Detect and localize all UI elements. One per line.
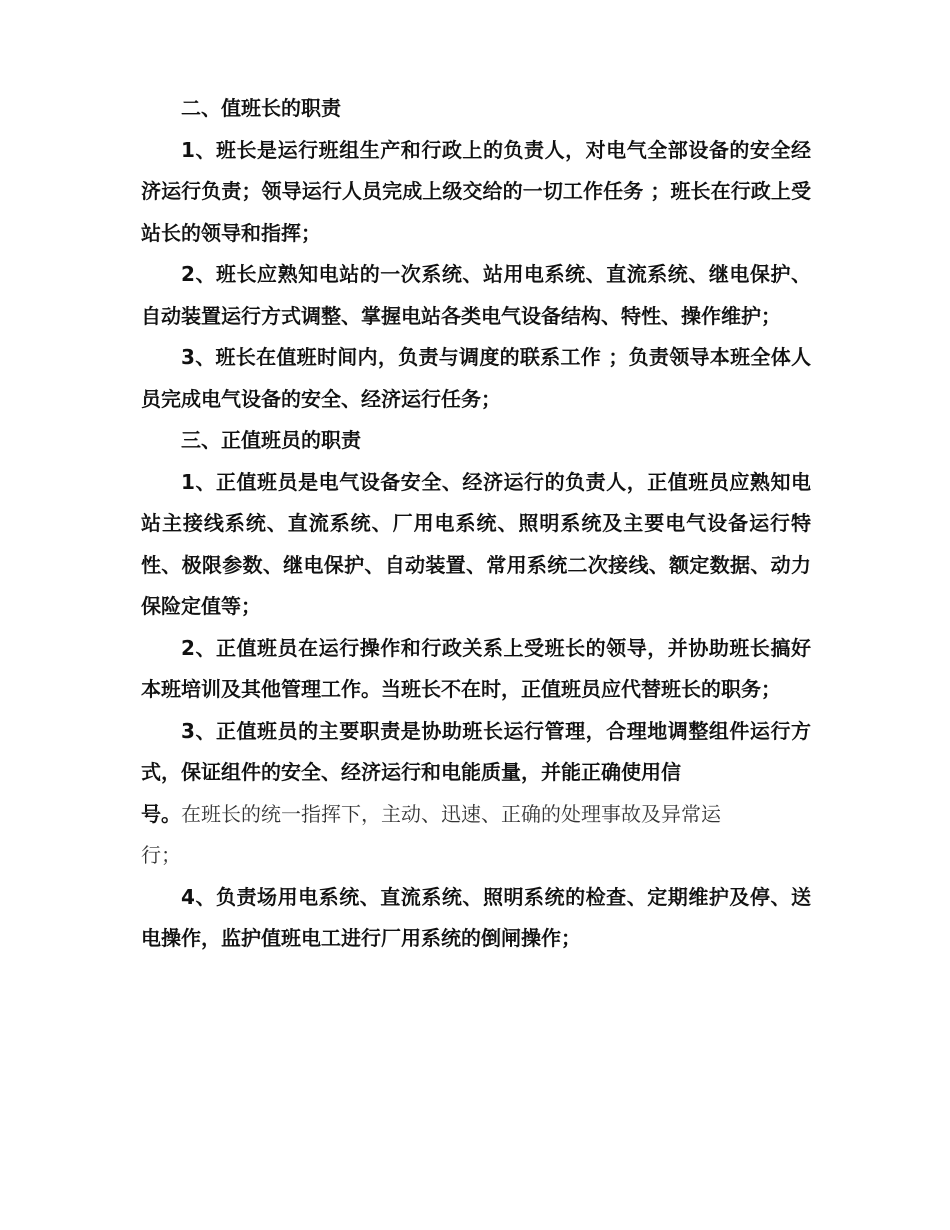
paragraph-2-3: 3、班长在值班时间内，负责与调度的联系工作 ；负责领导本班全体人员完成电气设备的安全、经济运行任务； bbox=[141, 345, 811, 411]
paragraph-2-2: 2、班长应熟知电站的一次系统、站用电系统、直流系统、继电保护、自动装置运行方式调整、掌握电站各类电气设备结构、特性、操作维护； bbox=[141, 262, 811, 328]
paragraph-3-4: 4、负责场用电系统、直流系统、照明系统的检查、定期维护及停、送电操作，监护值班电工进行厂用系统的倒闸操作； bbox=[141, 884, 811, 950]
paragraph-3-3-tail: 行； bbox=[141, 843, 181, 867]
paragraph-2-1: 1、班长是运行班组生产和行政上的负责人，对电气全部设备的安全经济运行负责；领导运行人员完成上级交给的一切工作任务 ；班长在行政上受站长的领导和指挥； bbox=[141, 137, 811, 245]
section-heading-3: 三、正值班员的职责 bbox=[181, 428, 361, 452]
paragraph-3-3-hao: 号。 bbox=[141, 801, 181, 826]
paragraph-3-3 bbox=[141, 711, 811, 877]
section-heading-2: 二、值班长的职责 bbox=[181, 96, 341, 120]
paragraph-3-2: 2、正值班员在运行操作和行政关系上受班长的领导，并协助班长搞好本班培训及其他管理工作。当班长不在时，正值班员应代替班长的职务； bbox=[141, 635, 811, 701]
paragraph-3-3-main: 3、正值班员的主要职责是协助班长运行管理，合理地调整组件运行方式，保证组件的安全、经济运行和电能质量，并能正确使用信 bbox=[141, 718, 811, 784]
paragraph-3-1: 1、正值班员是电气设备安全、经济运行的负责人，正值班员应熟知电站主接线系统、直流系统、厂用电系统、照明系统及主要电气设备运行特性、极限参数、继电保护、自动装置、常用系统二次接线、额定数据、动力保险定值等； bbox=[141, 469, 811, 618]
document-body bbox=[141, 88, 811, 960]
paragraph-3-3-line2 bbox=[141, 794, 811, 836]
paragraph-3-3-light: 在班长的统一指挥下，主动、迅速、正确的处理事故及异常运 bbox=[181, 801, 721, 826]
